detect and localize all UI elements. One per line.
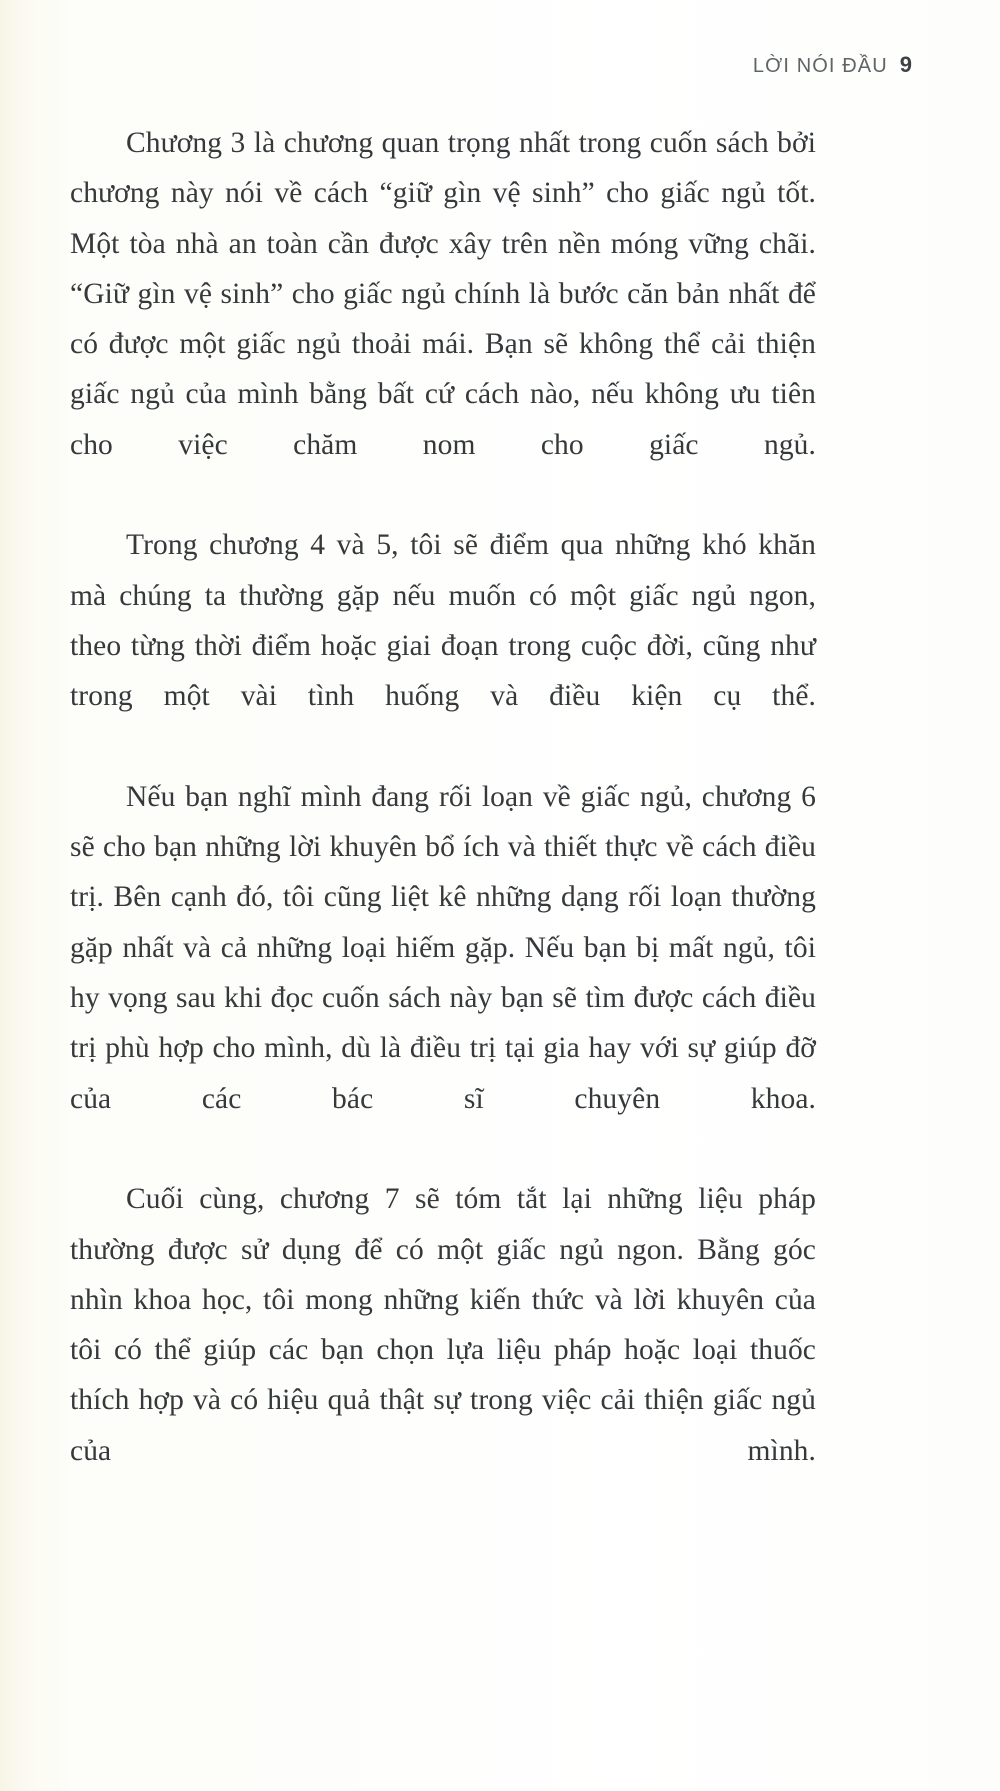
- running-head-label: LỜI NÓI ĐẦU: [752, 55, 888, 77]
- paragraph: Nếu bạn nghĩ mình đang rối loạn về giấc ngủ, chương 6 sẽ cho bạn những lời khuyên bổ ích và thiết thực về cách điều trị. Bên cạnh đó, tôi cũng liệt kê những dạng rối loạn thường gặp nhất và cả những loại hiếm gặp. Nếu bạn bị mất ngủ, tôi hy vọng sau khi đọc cuốn sách này bạn sẽ tìm được cách điều trị phù hợp cho mình, dù là điều trị tại gia hay với sự giúp đỡ của các bác sĩ chuyên khoa.: [70, 780, 816, 1115]
- page-number: 9: [899, 52, 912, 77]
- body-text-block: [70, 118, 816, 1526]
- running-head: [0, 52, 912, 78]
- paragraph: Cuối cùng, chương 7 sẽ tóm tắt lại những liệu pháp thường được sử dụng để có một giấc ngủ ngon. Bằng góc nhìn khoa học, tôi mong những kiến thức và lời khuyên của tôi có thể giúp các bạn chọn lựa liệu pháp hoặc loại thuốc thích hợp và có hiệu quả thật sự trong việc cải thiện giấc ngủ của mình.: [70, 1183, 816, 1467]
- paragraph: Trong chương 4 và 5, tôi sẽ điểm qua những khó khăn mà chúng ta thường gặp nếu muốn có một giấc ngủ ngon, theo từng thời điểm hoặc giai đoạn trong cuộc đời, cũng như trong một vài tình huống và điều kiện cụ thể.: [70, 529, 816, 713]
- paragraph: Chương 3 là chương quan trọng nhất trong cuốn sách bởi chương này nói về cách “giữ gìn vệ sinh” cho giấc ngủ tốt. Một tòa nhà an toàn cần được xây trên nền móng vững chãi. “Giữ gìn vệ sinh” cho giấc ngủ chính là bước căn bản nhất để có được một giấc ngủ thoải mái. Bạn sẽ không thể cải thiện giấc ngủ của mình bằng bất cứ cách nào, nếu không ưu tiên cho việc chăm nom cho giấc ngủ.: [70, 127, 816, 461]
